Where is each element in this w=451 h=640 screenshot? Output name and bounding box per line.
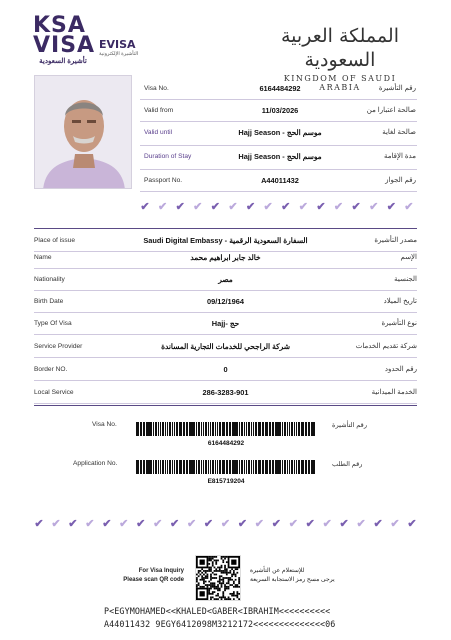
- divider: [34, 357, 417, 358]
- field-local-service-value: 286-3283-901: [202, 387, 249, 397]
- divider: [34, 405, 417, 406]
- visa-barcode: [136, 422, 316, 436]
- field-valid-until-label-ar: صالحة لغاية: [382, 129, 416, 136]
- barcode-bar: [276, 422, 278, 436]
- evisa-logo: [99, 38, 145, 57]
- inquiry-ar-line1: للإستعلام عن التأشيرة: [250, 568, 305, 574]
- divider: [34, 334, 417, 335]
- barcode-bar: [198, 460, 200, 474]
- field-visa-no-value: 6164484292: [259, 83, 301, 93]
- field-border-no-value: 0: [223, 364, 228, 374]
- kingdom-name-arabic: المملكة العربية السعودية: [281, 25, 399, 71]
- barcode-bar: [143, 422, 145, 436]
- barcode-bar: [208, 460, 210, 474]
- barcode-bar: [258, 422, 260, 436]
- checkmark-icon: ✔: [193, 201, 203, 213]
- field-visa-no-label-ar: رقم التأشيرة: [378, 85, 416, 92]
- barcode-bar: [136, 460, 138, 474]
- field-nationality-label-ar: الجنسية: [394, 276, 417, 283]
- application-barcode-label-ar: رقم الطلب: [332, 461, 363, 468]
- barcode-bar: [301, 422, 303, 436]
- barcode-bar: [269, 460, 271, 474]
- barcode-bar: [176, 460, 178, 474]
- barcode-bar: [284, 422, 286, 436]
- qr-code: [195, 555, 241, 601]
- inquiry-text-ar: [250, 567, 350, 585]
- barcode-bar: [186, 422, 188, 436]
- field-visa-no: [144, 78, 416, 98]
- barcode-bar: [222, 460, 224, 474]
- barcode-bar: [165, 422, 167, 436]
- barcode-bar: [155, 422, 157, 436]
- evisa-logo-text: EVISA: [99, 38, 136, 51]
- field-duration-label-ar: مدة الإقامة: [384, 153, 416, 160]
- barcode-bar: [241, 460, 243, 474]
- field-service-provider: [34, 336, 417, 356]
- checkmark-icon: ✔: [298, 201, 308, 213]
- field-valid-from-label: Valid from: [144, 106, 174, 114]
- checkmark-icon: ✔: [263, 201, 273, 213]
- barcode-bar: [236, 460, 238, 474]
- field-birth-date-label-ar: تاريخ الميلاد: [383, 298, 417, 305]
- barcode-bar: [215, 460, 217, 474]
- barcode-bar: [140, 422, 142, 436]
- field-place-of-issue-label: Place of issue: [34, 236, 76, 244]
- barcode-bar: [136, 422, 138, 436]
- field-nationality-label: Nationality: [34, 275, 65, 283]
- barcode-bar: [169, 460, 171, 474]
- barcode-bar: [205, 460, 207, 474]
- barcode-bar: [179, 460, 181, 474]
- field-visa-no-label: Visa No.: [144, 84, 169, 92]
- barcode-bar: [147, 422, 149, 436]
- barcode-bar: [208, 422, 210, 436]
- barcode-bar: [150, 460, 152, 474]
- field-valid-until: [144, 122, 416, 142]
- checkmark-icon: ✔: [356, 518, 366, 530]
- field-duration-value: Hajj Season - موسم الحج: [238, 151, 322, 161]
- field-valid-from-value: 11/03/2026: [261, 105, 299, 115]
- barcode-bar: [150, 422, 152, 436]
- barcode-bar: [222, 422, 224, 436]
- barcode-bar: [308, 460, 310, 474]
- barcode-bar: [183, 422, 185, 436]
- barcode-bar: [165, 460, 167, 474]
- barcode-bar: [229, 422, 231, 436]
- inquiry-text: [108, 567, 184, 585]
- checkmark-icon: ✔: [333, 201, 344, 213]
- checkmark-icon: ✔: [254, 518, 264, 530]
- barcode-bar: [190, 460, 192, 474]
- barcode-bar: [287, 460, 289, 474]
- field-name-value: خالد جابر ابراهيم محمد: [190, 252, 261, 262]
- checkmark-icon: ✔: [369, 201, 379, 213]
- field-nationality: [34, 269, 417, 289]
- barcode-bar: [251, 460, 253, 474]
- barcode-bar: [248, 422, 250, 436]
- checkmark-icon: ✔: [407, 518, 417, 530]
- checkmark-icon: ✔: [102, 518, 112, 530]
- barcode-bar: [201, 422, 203, 436]
- checkmark-icon: ✔: [140, 201, 150, 213]
- checkmark-icon: ✔: [68, 518, 78, 530]
- field-passport-no-label-ar: رقم الجواز: [385, 177, 416, 184]
- field-passport-no-label: Passport No.: [144, 176, 183, 184]
- barcode-bar: [312, 460, 314, 474]
- barcode-bar: [193, 422, 195, 436]
- checkmark-icon: ✔: [119, 518, 129, 530]
- checkmark-icon: ✔: [271, 518, 281, 530]
- field-birth-date-value: 09/12/1964: [207, 296, 244, 306]
- checkmark-icon: ✔: [170, 518, 180, 530]
- barcode-bar: [205, 422, 207, 436]
- field-valid-from-label-ar: صالحة اعتبارا من: [366, 107, 416, 114]
- barcode-bar: [169, 422, 171, 436]
- application-barcode-number: E815719204: [207, 478, 245, 485]
- field-valid-until-label: Valid until: [144, 128, 173, 136]
- ksa-logo-line1: KSA: [33, 13, 86, 38]
- field-nationality-value: مصر: [218, 274, 233, 284]
- barcode-bar: [305, 460, 307, 474]
- field-service-provider-value: شركة الراجحي للخدمات التجارية المساندة: [161, 341, 290, 351]
- ksa-logo-arabic: تأشيرة السعودية: [39, 58, 87, 65]
- mrz-line2: A44011432 9EGY6412098M3212172<<<<<<<<<<<<<<06: [104, 619, 336, 629]
- barcode-bar: [186, 460, 188, 474]
- barcode-bar: [284, 460, 286, 474]
- checkmark-icon: ✔: [316, 201, 326, 213]
- barcode-bar: [308, 422, 310, 436]
- checkmark-icon: ✔: [157, 201, 168, 213]
- barcode-bar: [258, 460, 260, 474]
- field-type-of-visa: [34, 313, 417, 333]
- decorative-check-band: [34, 519, 417, 533]
- barcode-bar: [255, 422, 257, 436]
- divider: [140, 191, 417, 192]
- field-service-provider-label: Service Provider: [34, 342, 83, 350]
- checkmark-icon: ✔: [34, 518, 44, 530]
- application-barcode-label: Application No.: [73, 460, 118, 467]
- barcode-bar: [183, 460, 185, 474]
- checkmark-icon: ✔: [404, 201, 414, 213]
- barcode-bar: [248, 460, 250, 474]
- barcode-bar: [298, 422, 300, 436]
- inquiry-ar-line2: يرجى مسح رمز الاستجابة السريعة: [250, 577, 335, 583]
- qr-pattern: [196, 556, 240, 600]
- checkmark-icon: ✔: [136, 518, 146, 530]
- checkmark-icon: ✔: [51, 518, 61, 530]
- barcode-bar: [301, 460, 303, 474]
- evisa-logo-arabic: التأشيرة الإلكترونية: [99, 51, 139, 57]
- barcode-bar: [140, 460, 142, 474]
- barcode-bar: [215, 422, 217, 436]
- field-border-no-label: Border NO.: [34, 365, 68, 373]
- barcode-bar: [255, 460, 257, 474]
- field-birth-date: [34, 291, 417, 311]
- field-type-of-visa-label: Type Of Visa: [34, 319, 72, 327]
- field-border-no: [34, 359, 417, 379]
- barcode-bar: [190, 422, 192, 436]
- barcode-bar: [291, 460, 293, 474]
- field-passport-no: [144, 170, 416, 190]
- field-local-service: [34, 382, 417, 402]
- field-passport-no-value: A44011432: [261, 175, 299, 185]
- barcode-bar: [305, 422, 307, 436]
- barcode-bar: [279, 422, 281, 436]
- checkmark-icon: ✔: [288, 518, 298, 530]
- field-duration: [144, 146, 416, 166]
- barcode-bar: [294, 422, 296, 436]
- field-type-of-visa-value: Hajj- حج: [211, 318, 240, 328]
- barcode-bar: [244, 422, 246, 436]
- kingdom-name-english: KINGDOM OF SAUDI ARABIA: [283, 74, 397, 92]
- checkmark-icon: ✔: [153, 518, 163, 530]
- barcode-bar: [162, 460, 164, 474]
- field-name: [34, 247, 417, 267]
- divider: [34, 228, 417, 229]
- barcode-bar: [229, 460, 231, 474]
- inquiry-line2: Please scan QR code: [123, 577, 184, 583]
- barcode-bar: [233, 460, 235, 474]
- checkmark-icon: ✔: [386, 201, 396, 213]
- field-place-of-issue-value: Saudi Digital Embassy - السفارة السعودية الرقمية: [143, 235, 308, 245]
- field-valid-until-value: Hajj Season - موسم الحج: [238, 127, 322, 137]
- field-valid-from: [144, 100, 416, 120]
- checkmark-icon: ✔: [228, 201, 238, 213]
- inquiry-line1: For Visa Inquiry: [138, 568, 184, 574]
- barcode-bar: [158, 422, 160, 436]
- barcode-bar: [269, 422, 271, 436]
- checkmark-icon: ✔: [203, 518, 214, 530]
- decorative-check-band: [140, 202, 414, 216]
- barcode-bar: [155, 460, 157, 474]
- checkmark-icon: ✔: [186, 518, 197, 530]
- barcode-bar: [201, 460, 203, 474]
- barcode-bar: [219, 422, 221, 436]
- barcode-bar: [233, 422, 235, 436]
- barcode-bar: [291, 422, 293, 436]
- barcode-bar: [176, 422, 178, 436]
- checkmark-icon: ✔: [339, 518, 349, 530]
- ksa-visa-logo: [33, 13, 96, 65]
- checkmark-icon: ✔: [351, 201, 361, 213]
- barcode-bar: [143, 460, 145, 474]
- divider: [34, 403, 417, 404]
- application-barcode: [136, 460, 316, 474]
- barcode-bar: [226, 422, 228, 436]
- field-duration-label: Duration of Stay: [144, 152, 192, 160]
- barcode-bar: [212, 460, 214, 474]
- barcode-bar: [226, 460, 228, 474]
- checkmark-icon: ✔: [305, 518, 315, 530]
- barcode-bar: [198, 422, 200, 436]
- holder-photo: [34, 75, 132, 189]
- barcode-bar: [172, 460, 174, 474]
- barcode-bar: [272, 460, 274, 474]
- barcode-bar: [272, 422, 274, 436]
- field-local-service-label: Local Service: [34, 388, 74, 396]
- barcode-bar: [193, 460, 195, 474]
- mrz-line1: P<EGYMOHAMED<<KHALED<GABER<IBRAHIM<<<<<<<<<<: [104, 606, 331, 616]
- barcode-bar: [212, 422, 214, 436]
- barcode-bar: [162, 422, 164, 436]
- visa-barcode-label: Visa No.: [92, 421, 117, 428]
- barcode-bar: [312, 422, 314, 436]
- checkmark-icon: ✔: [237, 518, 248, 530]
- barcode-bar: [262, 422, 264, 436]
- barcode-bar: [179, 422, 181, 436]
- checkmark-icon: ✔: [373, 518, 383, 530]
- checkmark-icon: ✔: [245, 201, 256, 213]
- ksa-logo-line2: VISA: [33, 33, 96, 58]
- barcode-bar: [287, 422, 289, 436]
- field-service-provider-label-ar: شركة تقديم الخدمات: [355, 343, 417, 350]
- field-name-label: Name: [34, 253, 52, 261]
- portrait-image: [35, 76, 132, 189]
- barcode-bar: [262, 460, 264, 474]
- barcode-bar: [158, 460, 160, 474]
- checkmark-icon: ✔: [220, 518, 231, 530]
- barcode-bar: [265, 460, 267, 474]
- visa-barcode-label-ar: رقم التأشيرة: [332, 422, 368, 429]
- checkmark-icon: ✔: [390, 518, 400, 530]
- field-name-label-ar: الإسم: [400, 254, 417, 261]
- barcode-bar: [236, 422, 238, 436]
- barcode-bar: [219, 460, 221, 474]
- barcode-bar: [147, 460, 149, 474]
- checkmark-icon: ✔: [175, 201, 185, 213]
- field-birth-date-label: Birth Date: [34, 297, 64, 305]
- barcode-bar: [172, 422, 174, 436]
- barcode-bar: [298, 460, 300, 474]
- field-border-no-label-ar: رقم الحدود: [384, 366, 417, 373]
- barcode-bar: [276, 460, 278, 474]
- checkmark-icon: ✔: [85, 518, 95, 530]
- barcode-bar: [294, 460, 296, 474]
- barcode-bar: [244, 460, 246, 474]
- divider: [34, 380, 417, 381]
- barcode-bar: [251, 422, 253, 436]
- barcode-bar: [279, 460, 281, 474]
- visa-barcode-number: 6164484292: [207, 440, 245, 447]
- barcode-bar: [241, 422, 243, 436]
- checkmark-icon: ✔: [210, 201, 220, 213]
- field-type-of-visa-label-ar: نوع التأشيرة: [381, 320, 417, 327]
- field-place-of-issue-label-ar: مصدر التأشيرة: [374, 237, 417, 244]
- checkmark-icon: ✔: [281, 201, 291, 213]
- field-local-service-label-ar: الخدمة الميدانية: [371, 389, 417, 396]
- checkmark-icon: ✔: [322, 518, 332, 530]
- barcode-bar: [265, 422, 267, 436]
